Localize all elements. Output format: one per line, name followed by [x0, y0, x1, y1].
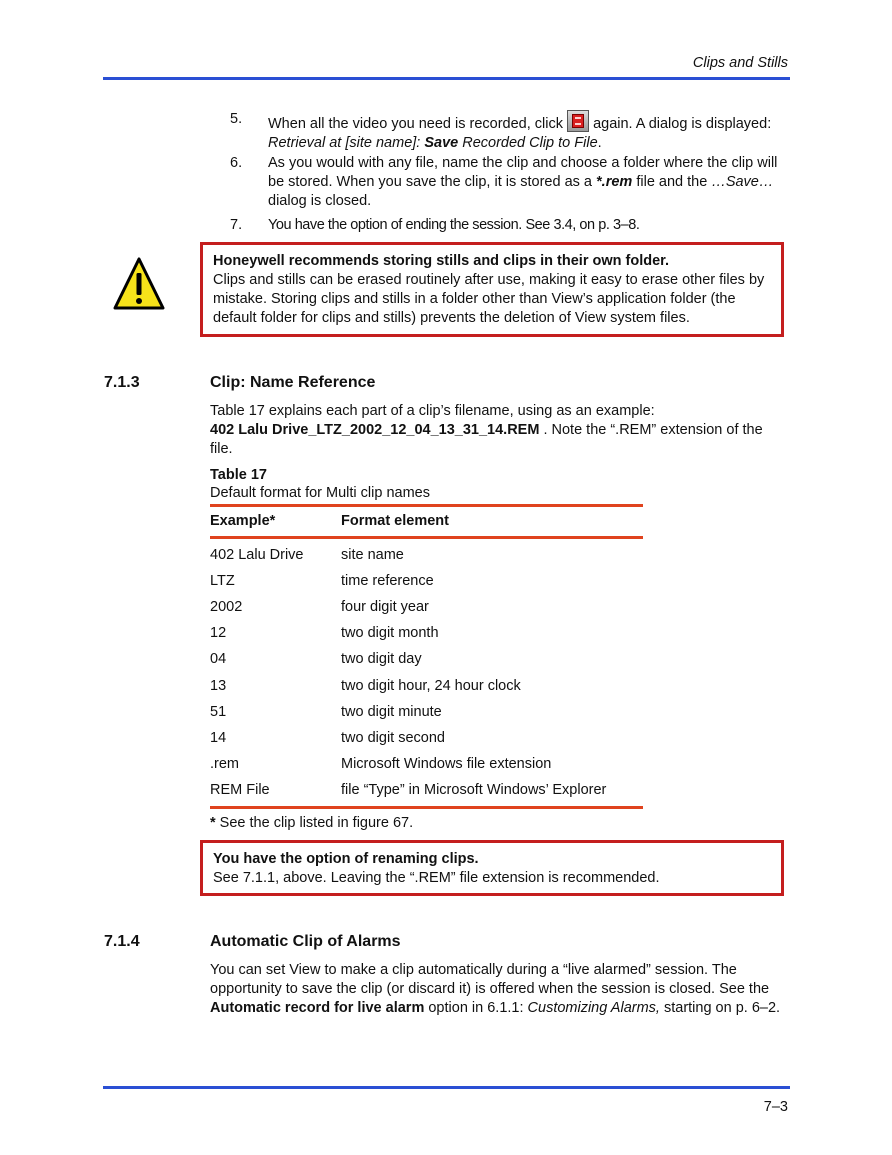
table-row [210, 699, 643, 725]
column-header: Example* [210, 513, 276, 529]
table-cell: file “Type” in Microsoft Windows’ Explorer [341, 782, 607, 799]
dialog-name-part: Retrieval at [site name]: [268, 135, 425, 151]
header-rule [103, 77, 790, 80]
section-body [210, 961, 785, 1018]
table-cell: site name [341, 546, 404, 563]
table-body [210, 539, 643, 806]
option-name: Automatic record for live alarm [210, 1000, 425, 1016]
running-header: Clips and Stills [692, 55, 788, 71]
footnote-mark: * [210, 815, 216, 831]
table-row [210, 542, 643, 568]
table-cell: two digit day [341, 651, 422, 668]
footer-rule [103, 1086, 790, 1089]
step-text-part: When all the video you need is recorded, click [268, 116, 563, 132]
warning-note [200, 242, 784, 337]
table-cell: 13 [210, 677, 227, 694]
warning-triangle-icon [112, 256, 166, 312]
body-text: option in 6.1.1: [424, 1000, 528, 1016]
step-number: 5. [230, 111, 243, 127]
section-title: Clip: Name Reference [210, 374, 376, 391]
table-cell: 04 [210, 651, 227, 668]
dialog-name-part: Recorded Clip to File [458, 135, 598, 151]
example-filename: 402 Lalu Drive_LTZ_2002_12_04_13_31_14.REM [210, 422, 540, 438]
table-row [210, 673, 643, 699]
footnote-text: See the clip listed in figure 67. [215, 815, 414, 831]
dialog-name-bold: Save [424, 135, 459, 151]
step-text-part: As you would with any file, name the clip and choose a folder where the clip will be stored. When you save the clip, it is stored as a [268, 155, 778, 190]
table-row [210, 725, 643, 751]
step-text [268, 110, 790, 153]
table-cell: Microsoft Windows file extension [341, 756, 552, 773]
table-row [210, 778, 643, 804]
section-intro [210, 402, 785, 459]
step-text-part: file and the [632, 174, 712, 190]
step-7 [230, 216, 790, 235]
warning-title: Honeywell recommends storing stills and clips in their own folder. [213, 253, 670, 269]
table-row [210, 752, 643, 778]
file-extension: *.rem [596, 174, 633, 190]
table-cell: time reference [341, 572, 434, 589]
step-6 [230, 154, 790, 211]
table-cell: two digit minute [341, 703, 442, 720]
section-reference: Customizing Alarms, [527, 1000, 660, 1016]
table-cell: LTZ [210, 572, 235, 589]
note-body: See 7.1.1, above. Leaving the “.REM” file extension is recommended. [213, 870, 660, 886]
table-cell: two digit second [341, 729, 445, 746]
table-row [210, 594, 643, 620]
dialog-name: …Save… [711, 174, 774, 190]
note-title: You have the option of renaming clips. [213, 851, 479, 867]
step-text-part: dialog is closed. [268, 193, 372, 209]
page-number: 7–3 [763, 1099, 788, 1115]
table-footnote [210, 814, 785, 833]
intro-text: Table 17 explains each part of a clip’s filename, using as an example: [210, 403, 655, 419]
table-rule [210, 806, 643, 809]
table-cell: REM File [210, 782, 270, 799]
table-label: Table 17 [210, 467, 267, 483]
table-cell: 14 [210, 729, 227, 746]
column-header: Format element [341, 513, 449, 529]
step-text-part: again. A dialog is displayed: [593, 116, 772, 132]
section-number: 7.1.4 [104, 933, 140, 950]
table-cell: .rem [210, 756, 239, 773]
table-cell: 402 Lalu Drive [210, 546, 304, 563]
table-cell: four digit year [341, 598, 429, 615]
step-number: 7. [230, 217, 243, 233]
table-cell: 51 [210, 703, 227, 720]
body-text: starting on p. 6–2. [659, 1000, 781, 1016]
table-header [210, 507, 643, 536]
rename-note [200, 840, 784, 896]
table-row [210, 568, 643, 594]
table-row [210, 621, 643, 647]
step-text: You have the option of ending the session. See 3.4, on p. 3–8. [268, 217, 640, 233]
body-text: You can set View to make a clip automatically during a “live alarmed” session. The opportunity to save the clip (or discard it) is offered when the session is closed. See the [210, 962, 770, 997]
step-text [268, 154, 790, 211]
table-cell: two digit month [341, 625, 439, 642]
table-cell: two digit hour, 24 hour clock [341, 677, 521, 694]
warning-body: Clips and stills can be erased routinely after use, making it easy to erase other files by mistake. Storing clips and stills in a folder other than View’s application folder (the default folder for clips and stills) prevents the deletion of View system files. [213, 272, 765, 326]
table-cell: 2002 [210, 598, 243, 615]
table-caption-block [210, 466, 785, 503]
punctuation: . [597, 135, 602, 151]
record-clip-icon [567, 110, 589, 132]
section-number: 7.1.3 [104, 374, 140, 391]
table-cell: 12 [210, 625, 227, 642]
step-5 [230, 110, 790, 153]
table-caption: Default format for Multi clip names [210, 485, 430, 501]
section-title: Automatic Clip of Alarms [210, 933, 401, 950]
format-table [210, 504, 643, 809]
table-row [210, 647, 643, 673]
step-number: 6. [230, 155, 243, 171]
intro-text: . Note the “.REM” extension of the file. [210, 422, 763, 457]
